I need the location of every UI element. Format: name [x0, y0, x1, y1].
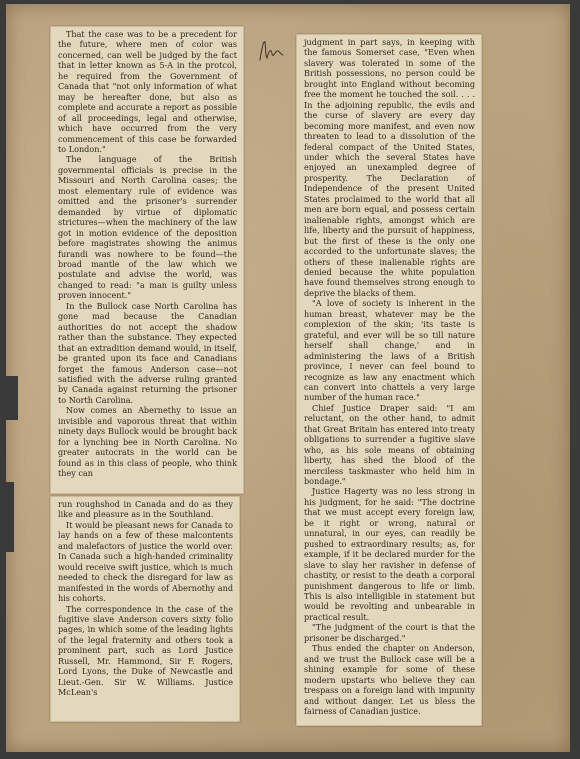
- paragraph: It would be pleasant news for Canada to lay hands on a few of these malcontents and malefactors of justice the world over. In Canada such a high-handed criminality would receive swift justice, which is much needed to check the disregard for law as manifested in the words of Abernothy and his cohorts.: [58, 519, 233, 604]
- clipping-text: [51, 497, 239, 698]
- paragraph: The language of the British governmental officials is precise in the Missouri and North Carolina cases; the most elementary rule of evidence was omitted and the prisoner's surrender demanded by virtue of diplomatic strictures—when the machinery of the law got in motion evidence of the deposition before magistrates showing the animus furandi was nowhere to be found—the broad mantle of the law which we postulate and advise the world, was changed to read: "a man is guilty unless proven innocent.": [58, 154, 237, 301]
- paragraph: Justice Hagerty was no less strong in his judgment, for he said: "The doctrine that we must accept every foreign law, be it right or wrong, natural or unnatural, in our eyes, can readily be pushed to extraordinary results; as, for example, if it be declared murder for the slave to slay her ravisher in defense of chastity, or resist to the death a corporal punishment dangerous to life or limb. This is also intelligible in statement but would be revolting and unbearable in practical result.: [304, 486, 475, 622]
- torn-edge: [6, 482, 14, 552]
- clipping-text: [297, 35, 481, 716]
- paragraph: Now comes an Abernethy to issue an invisible and vaporous threat that within ninety days Bullock would be brought back for a lynching bee in North Carolina. No greater autocrats in the world can be found as in this class of people, who think they can: [58, 405, 237, 479]
- pencil-mark-icon: [256, 36, 286, 66]
- paragraph: Chief Justice Draper said: "I am reluctant, on the other hand, to admit that Great Britain has entered into treaty obligations to surrender a fugitive slave who, as his sole means of obtaining liberty, has shed the blood of the merciless taskmaster who held him in bondage.": [304, 402, 475, 487]
- paragraph: That the case was to be a precedent for the future, where men of color was concerned, can well be judged by the fact that in letter known as 5-A in the protcol, he required from the Government of Canada that "not only information of what may be hereafter done, but also as complete and accurate a report as possible of all proceedings, legal and otherwise, which have occurred from the very commencement of this case be forwarded to London.": [58, 29, 237, 154]
- paragraph: Thus ended the chapter on Anderson, and we trust the Bullock case will be a shining example for some of these modern upstarts who believe they can trespass on a foreign land with impunity and without danger. Let us bless the fairness of Canadian justice.: [304, 643, 475, 716]
- paragraph: judgment in part says, in keeping with the famous Somerset case, "Even when slavery was tolerated in some of the British possessions, no person could be brought into England without becoming free the moment he touched the soil. . . . In the adjoining republic, the evils and the curse of slavery are every day becoming more manifest, and even now threaten to lead to a dissolution of the federal compact of the United States, under which the several States have enjoyed an unexampled degree of prosperity. The Declaration of Independence of the present United States proclaimed to the world that all men are born equal, and possess certain inalienable rights, amongst which are life, liberty and the pursuit of happiness, but the first of these is the only one accorded to the unfortunate slaves; the others of these inalienable rights are denied because the white population have found themselves strong enough to deprive the blacks of them.: [304, 37, 475, 298]
- scrapbook-page: [6, 4, 570, 752]
- paragraph: The correspondence in the case of the fugitive slave Anderson covers sixty folio pages, in which some of the leading lights of the legal fraternity and others took a prominent part, such as Lord Justice Russell, Mr. Hammond, Sir F. Rogers, Lord Lyons, the Duke of Newcastle and Lieut.-Gen. Sir W. Williams. Justice McLean's: [58, 603, 233, 698]
- newspaper-clipping-left-top: [50, 26, 244, 494]
- newspaper-clipping-left-bottom: [50, 496, 240, 722]
- clipping-text: [51, 27, 243, 478]
- paragraph: In the Bullock case North Carolina has gone mad because the Canadian authorities do not accept the shadow rather than the substance. They expected that an extradition demand would, in itself, be granted upon its face and Canadians forget the famous Anderson case—not satisfied with the adverse ruling granted by Canada against returning the prisoner to North Carolina.: [58, 300, 237, 405]
- paragraph: run roughshod in Canada and do as they like and pleasure as in the Southland.: [58, 499, 233, 520]
- newspaper-clipping-right: [296, 34, 482, 726]
- paragraph: "A love of society is inherent in the human breast, whatever may be the complexion of the skin; 'its taste is grateful, and ever will be so till nature herself shall change,' and in administering the laws of a British province, I never can feel bound to recognize as law any enactment which can convert into chattels a very large number of the human race.": [304, 298, 475, 403]
- paragraph: "The judgment of the court is that the prisoner be discharged.": [304, 622, 475, 643]
- torn-edge: [6, 376, 18, 420]
